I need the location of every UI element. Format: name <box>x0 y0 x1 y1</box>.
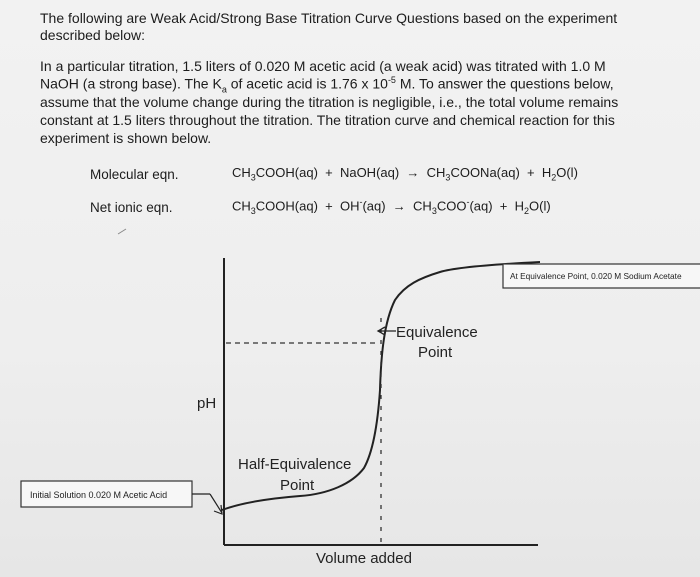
paragraph-line-5: experiment is shown below. <box>40 130 212 146</box>
half-equivalence-label-1: Half-Equivalence <box>238 456 352 473</box>
molecular-eqn-label: Molecular eqn. <box>90 167 179 182</box>
equivalence-label-2: Point <box>418 344 453 361</box>
net-ionic-eqn: $CH_3COOH(aq) + OH^-(aq) \to CH_3COO^-(aq) + H_2O(l)$ <box>232 197 551 216</box>
paragraph-line-4: constant at 1.5 liters throughout the titration. The titration curve and chemical reaction for this <box>40 112 615 128</box>
net-ionic-eqn-label: Net ionic eqn. <box>90 200 173 215</box>
y-axis-label: pH <box>197 395 217 412</box>
molecular-eqn: $CH_3COOH(aq)$ + NaOH(aq) → $CH_3COONa(aq) + H_2O(l)$ <box>232 165 578 183</box>
intro-line-2: described below: <box>40 27 146 43</box>
intro-line-1: The following are Weak Acid/Strong Base Titration Curve Questions based on the experiment <box>40 10 618 26</box>
paragraph-line-3: assume that the volume change during the titration is negligible, i.e., the total volume remains <box>40 94 619 110</box>
half-equivalence-label-2: Point <box>280 477 315 494</box>
equivalence-point-box-text: At Equivalence Point, 0.020 M Sodium Acetate <box>510 271 682 281</box>
initial-box-arrow <box>210 494 222 513</box>
paragraph-line-1: In a particular titration, 1.5 liters of 0.020 M acetic acid (a weak acid) was titrated with 1.0 M <box>40 58 606 74</box>
paragraph-line-2: NaOH (a strong base). The $K_a$ of acetic acid is 1.76 x $10^{-5}$ M. To answer the questions below, <box>40 75 614 95</box>
x-axis-label: Volume added <box>316 550 412 567</box>
equivalence-label-1: Equivalence <box>396 324 478 341</box>
pen-mark <box>118 229 126 234</box>
initial-solution-text: Initial Solution 0.020 M Acetic Acid <box>30 490 168 500</box>
